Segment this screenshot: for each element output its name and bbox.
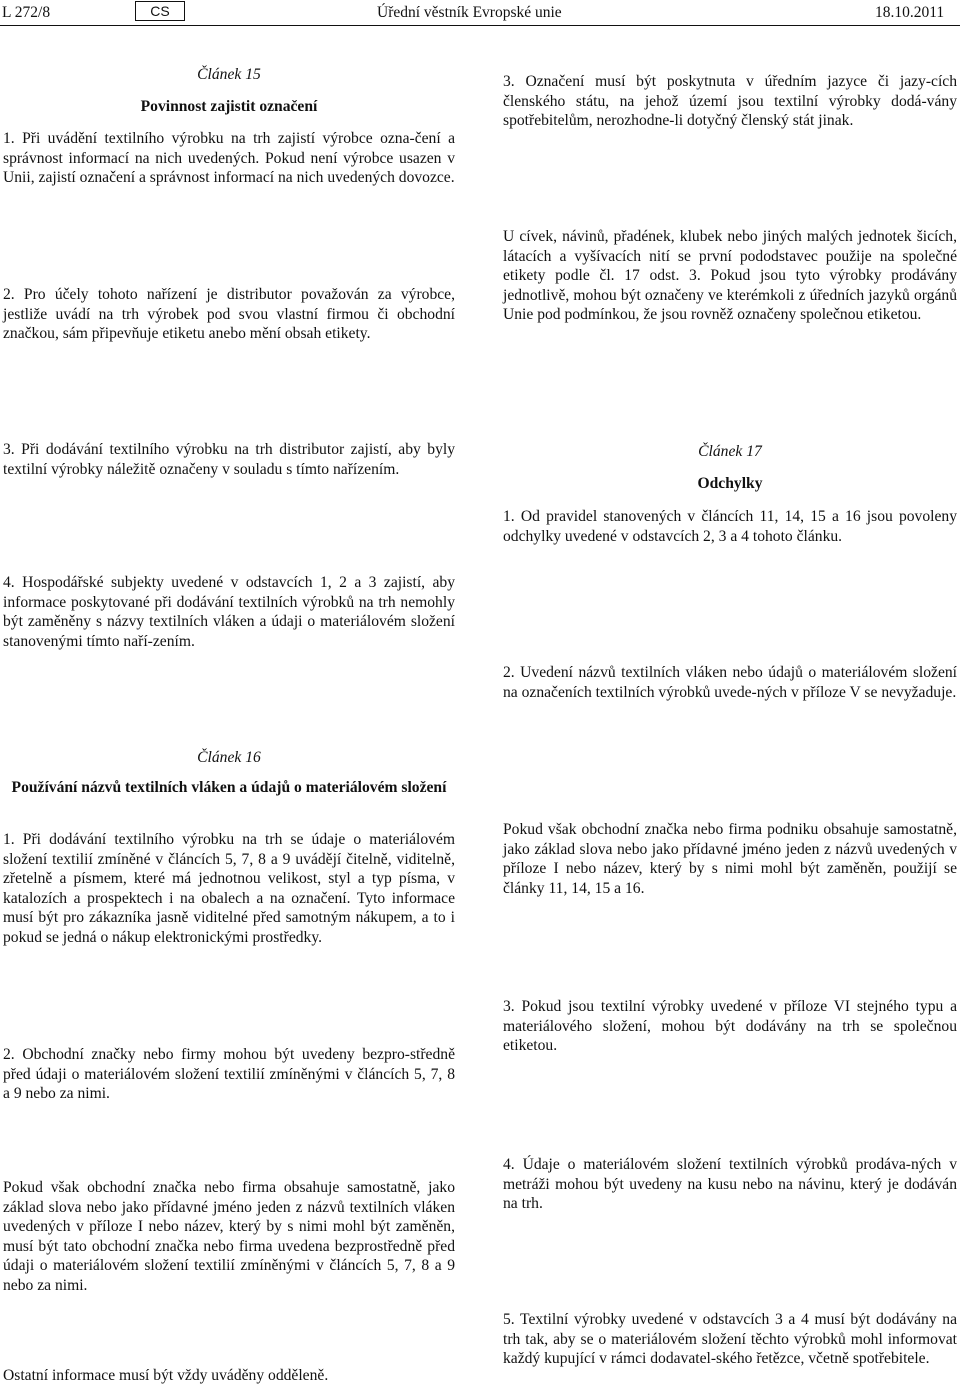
article-15-heading: Článek 15 xyxy=(197,66,261,83)
article-15-paragraph-3: 3. Označení musí být poskytnuta v úředním jazyce či jazy-cích členského státu, na jehož území jsou textilní výrobky dodá-vány spotřebitelům, nerozhodne-li dotyčný členský stát jinak. xyxy=(503,73,957,129)
article-17-paragraph-2: 2. Uvedení názvů textilních vláken nebo údajů o materiálovém složení na označeních textilních výrobků uvede-ných v příloze V se nevyžaduje. xyxy=(503,664,957,701)
article-17-title: Odchylky xyxy=(697,475,763,492)
article-17-paragraph-3: 3. Pokud jsou textilní výrobky uvedené v příloze VI stejného typu a materiálového složení, mohou být dodávány na trh se společnou etiketou. xyxy=(503,998,957,1054)
article-15-title: Povinnost zajistit označení xyxy=(140,98,318,115)
page-header xyxy=(0,0,960,26)
publication-date: 18.10.2011 xyxy=(875,4,945,21)
article-15-paragraph-4: 4. Hospodářské subjekty uvedené v odstavcích 1, 2 a 3 zajistí, aby informace poskytované při dodávání textilních výrobků na trh nemohly být zaměněny s názvy textilních vláken a údaji o materiálovém složení stanovenými tímto naří-zením. xyxy=(3,574,455,650)
article-16-heading: Článek 16 xyxy=(197,749,261,766)
language-box: CS xyxy=(135,1,185,21)
article-16-paragraph-2: 2. Obchodní značky nebo firmy mohou být uvedeny bezpro-středně před údaji o materiálovém složení textilií zmíněnými v článcích 5, 7, 8 a 9 nebo za nimi. xyxy=(3,1046,455,1102)
article-16-paragraph-2-other-info: Ostatní informace musí být vždy uváděny odděleně. xyxy=(3,1367,329,1384)
article-17-paragraph-1: 1. Od pravidel stanovených v článcích 11, 14, 15 a 16 jsou povoleny odchylky uvedené v odstavcích 2, 3 a 4 tohoto článku. xyxy=(503,508,957,545)
page-reference: L 272/8 xyxy=(2,4,51,21)
article-17-heading: Článek 17 xyxy=(698,443,762,460)
article-17-paragraph-2-subparagraph: Pokud však obchodní značka nebo firma podniku obsahuje samostatně, jako základ slova nebo jako přídavné jméno jeden z názvů uvedených v příloze I nebo název, který by s nimi mohl být zaměněn, použijí se články 11, 14, 15 a 16. xyxy=(503,821,957,897)
article-16-title: Používání názvů textilních vláken a údajů o materiálovém složení xyxy=(11,779,447,796)
article-15-paragraph-3-distributor: 3. Při dodávání textilního výrobku na trh distributor zajistí, aby byly textilní výrobky náležitě označeny v souladu s tímto nařízením. xyxy=(3,441,455,478)
article-15-paragraph-1: 1. Při uvádění textilního výrobku na trh zajistí výrobce ozna-čení a správnost informací na nich uvedených. Pokud není výrobce usazen v Unii, zajistí označení a správnost informací na nich uvedených dovozce. xyxy=(3,130,455,186)
article-16-paragraph-1: 1. Při dodávání textilního výrobku na trh se údaje o materiálovém složení textilií zmíněné v článcích 5, 7, 8 a 9 uvádějí čitelně, viditelně, zřetelně a písmem, které má jednotnou velikost, styl a typ písma, v katalozích a prospektech i na obalech a na označení. Tyto informace musí být pro zákazníka jasně viditelné před samotným nákupem, a to i pokud se jedná o nákup elektronickými prostředky. xyxy=(3,831,455,946)
article-16-paragraph-2-subparagraph: Pokud však obchodní značka nebo firma obsahuje samostatně, jako základ slova nebo jako přídavné jméno jeden z názvů textilních vláken uvedených v příloze I nebo název, který by s nimi mohl být zaměněn, musí být tato obchodní značka nebo firma uvedena bezprostředně před údaji o materiálovém složení textilií zmíněnými v článcích 5, 7, 8 a 9 nebo za nimi. xyxy=(3,1179,455,1294)
article-17-paragraph-4: 4. Údaje o materiálovém složení textilních výrobků prodáva-ných v metráži mohou být uvedeny na kusu nebo na návinu, který je dodáván na trh. xyxy=(503,1156,957,1212)
journal-title: Úřední věstník Evropské unie xyxy=(377,4,562,21)
article-17-paragraph-5: 5. Textilní výrobky uvedené v odstavcích 3 a 4 musí být dodávány na trh tak, aby se o materiálovém složení těchto výrobků mohl informovat každý kupující v rámci dodavatel-ského řetězce, včetně spotřebitele. xyxy=(503,1311,957,1367)
article-15-paragraph-3-subparagraph: U cívek, návinů, přadének, klubek nebo jiných malých jednotek šicích, látacích a vyšívacích nití se první pododstavec použije na společné etikety podle čl. 17 odst. 3. Pokud jsou tyto výrobky prodávány jednotlivě, mohou být označeny ve kterémkoli z úředních jazyků orgánů Unie pod podmínkou, že jsou rovněž označeny společnou etiketou. xyxy=(503,228,957,323)
article-15-paragraph-2: 2. Pro účely tohoto nařízení je distributor považován za výrobce, jestliže uvádí na trh výrobek pod svou vlastní firmou či obchodní značkou, sám připevňuje etiketu anebo mění obsah etikety. xyxy=(3,286,455,342)
header-rule xyxy=(0,25,960,26)
